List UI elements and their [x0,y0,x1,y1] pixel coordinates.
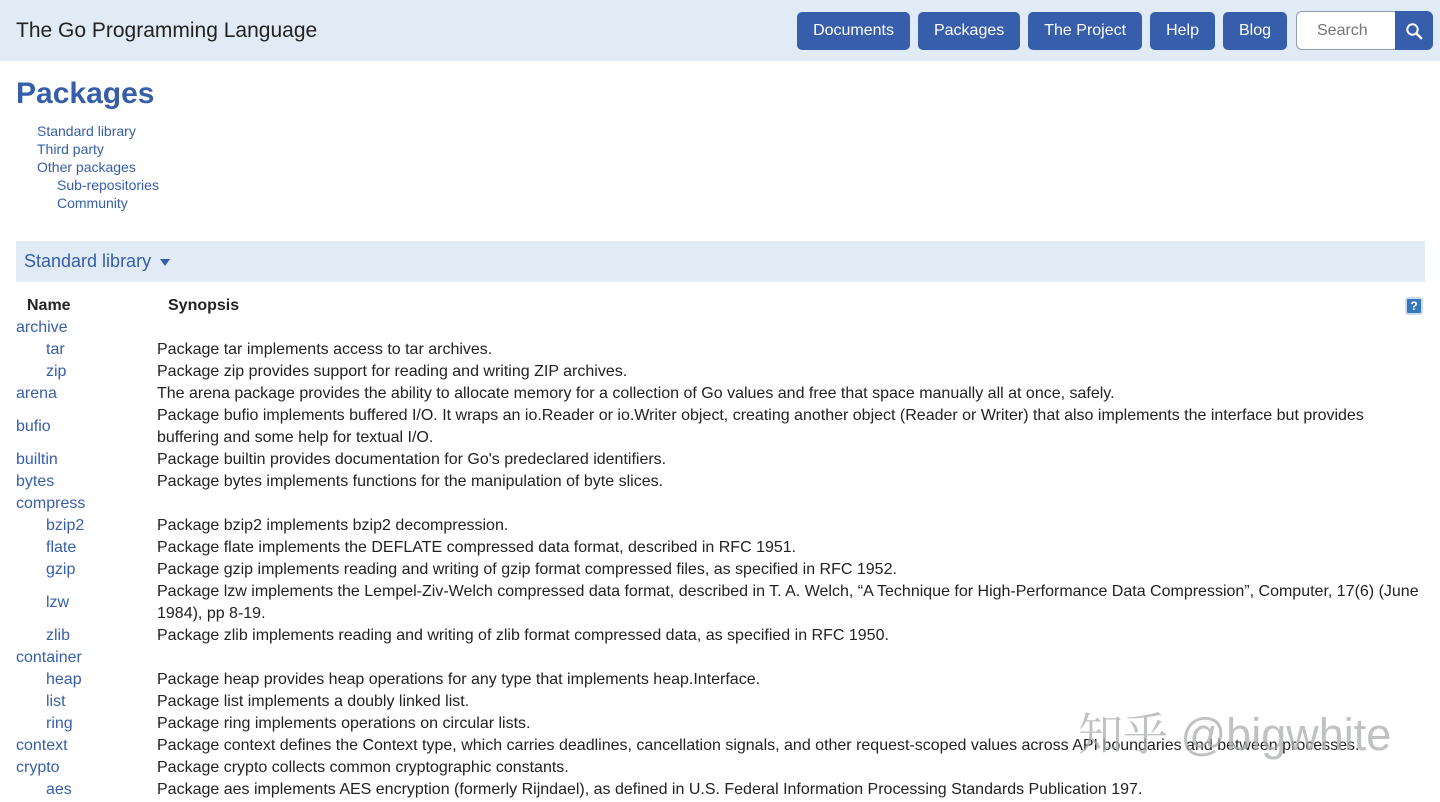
top-nav [789,11,1433,50]
table-row [16,581,1425,625]
package-link[interactable]: compress [16,495,86,512]
table-row [16,405,1425,449]
packages-nav [37,122,1425,212]
table-row [16,647,1425,669]
table-row [16,339,1425,361]
package-synopsis: Package builtin provides documentation for Go's predeclared identifiers. [157,451,667,468]
package-link[interactable]: builtin [16,451,58,468]
package-link[interactable]: bufio [16,418,51,435]
table-row [16,757,1425,779]
table-row [16,361,1425,383]
package-link[interactable]: heap [46,671,82,688]
package-link[interactable]: lzw [46,594,70,611]
table-row [16,735,1425,757]
package-synopsis: Package bytes implements functions for the manipulation of byte slices. [157,473,664,490]
nav-packages-button[interactable]: Packages [918,12,1020,50]
table-row [16,471,1425,493]
package-synopsis: Package lzw implements the Lempel-Ziv-Welch compressed data format, described in T. A. Welch, “A Technique for High-Performance Data Compression”, Computer, 17(6) (June 1984), pp 8-19. [157,583,1419,622]
nav-link-third-party[interactable]: Third party [37,141,104,157]
table-row [16,515,1425,537]
chevron-down-icon [160,259,170,266]
table-row [16,713,1425,735]
package-link[interactable]: list [46,693,66,710]
table-row [16,779,1425,801]
package-link[interactable]: aes [46,781,72,798]
table-row [16,449,1425,471]
nav-link-sub-repositories[interactable]: Sub-repositories [57,177,159,193]
table-row [16,625,1425,647]
nav-link-other-packages[interactable]: Other packages [37,159,136,175]
package-synopsis [157,493,1425,515]
package-synopsis: Package gzip implements reading and writing of gzip format compressed files, as specified in RFC 1952. [157,561,897,578]
package-link[interactable]: arena [16,385,57,402]
page-title: Packages [16,77,155,110]
search-icon [1404,21,1424,41]
table-header-row [16,295,1425,317]
table-row [16,691,1425,713]
nav-link-community[interactable]: Community [57,195,128,211]
package-synopsis: Package flate implements the DEFLATE compressed data format, described in RFC 1951. [157,539,797,556]
nav-documents-button[interactable]: Documents [797,12,910,50]
table-row [16,537,1425,559]
table-row [16,317,1425,339]
table-row [16,383,1425,405]
package-synopsis: Package context defines the Context type, which carries deadlines, cancellation signals, and other request-scoped values across API boundaries and between processes. [157,737,1360,754]
package-synopsis: Package bzip2 implements bzip2 decompression. [157,517,509,534]
watermark: 知乎 @bigwhite [1078,709,1392,760]
package-synopsis: Package bufio implements buffered I/O. It wraps an io.Reader or io.Writer object, creating another object (Reader or Writer) that also implements the interface but provides buffering and some help for textual I/O. [157,407,1364,446]
package-synopsis [157,317,1425,339]
table-row [16,559,1425,581]
section-header-label: Standard library [24,251,152,271]
package-synopsis: Package crypto collects common cryptographic constants. [157,759,569,776]
nav-link-standard-library[interactable]: Standard library [37,123,136,139]
package-link[interactable]: bytes [16,473,55,490]
package-synopsis [157,647,1425,669]
package-link[interactable]: container [16,649,82,666]
table-row [16,493,1425,515]
package-synopsis: Package ring implements operations on circular lists. [157,715,531,732]
search-form [1296,11,1433,50]
package-table [16,295,1425,801]
package-table-container [16,295,1425,801]
top-bar [0,0,1440,61]
package-link[interactable]: tar [46,341,65,358]
package-link[interactable]: bzip2 [46,517,85,534]
package-link[interactable]: flate [46,539,77,556]
package-link[interactable]: zip [46,363,67,380]
column-header-synopsis: Synopsis [168,297,240,314]
package-link[interactable]: crypto [16,759,60,776]
section-header-standard-library[interactable] [16,241,1425,282]
column-header-name: Name [27,297,71,314]
package-synopsis: Package tar implements access to tar archives. [157,341,493,358]
package-link[interactable]: context [16,737,68,754]
search-button[interactable] [1395,11,1433,50]
nav-the-project-button[interactable]: The Project [1028,12,1142,50]
nav-help-button[interactable]: Help [1150,12,1215,50]
package-synopsis: Package heap provides heap operations for any type that implements heap.Interface. [157,671,761,688]
site-title: The Go Programming Language [16,18,318,42]
package-synopsis: Package zip provides support for reading and writing ZIP archives. [157,363,628,380]
package-link[interactable]: gzip [46,561,76,578]
package-link[interactable]: archive [16,319,68,336]
package-synopsis: Package aes implements AES encryption (formerly Rijndael), as defined in U.S. Federal Information Processing Standards Publication 197. [157,781,1143,798]
package-table-body [16,317,1425,801]
main-content [0,61,1440,801]
package-link[interactable]: zlib [46,627,71,644]
package-link[interactable]: ring [46,715,73,732]
help-icon[interactable]: ? [1405,297,1423,315]
package-synopsis: The arena package provides the ability to allocate memory for a collection of Go values and free that space manually all at once, safely. [157,385,1115,402]
package-synopsis: Package list implements a doubly linked list. [157,693,470,710]
table-row [16,669,1425,691]
search-input[interactable] [1296,11,1395,50]
nav-blog-button[interactable]: Blog [1223,12,1287,50]
package-synopsis: Package zlib implements reading and writing of zlib format compressed data, as specified in RFC 1950. [157,627,889,644]
